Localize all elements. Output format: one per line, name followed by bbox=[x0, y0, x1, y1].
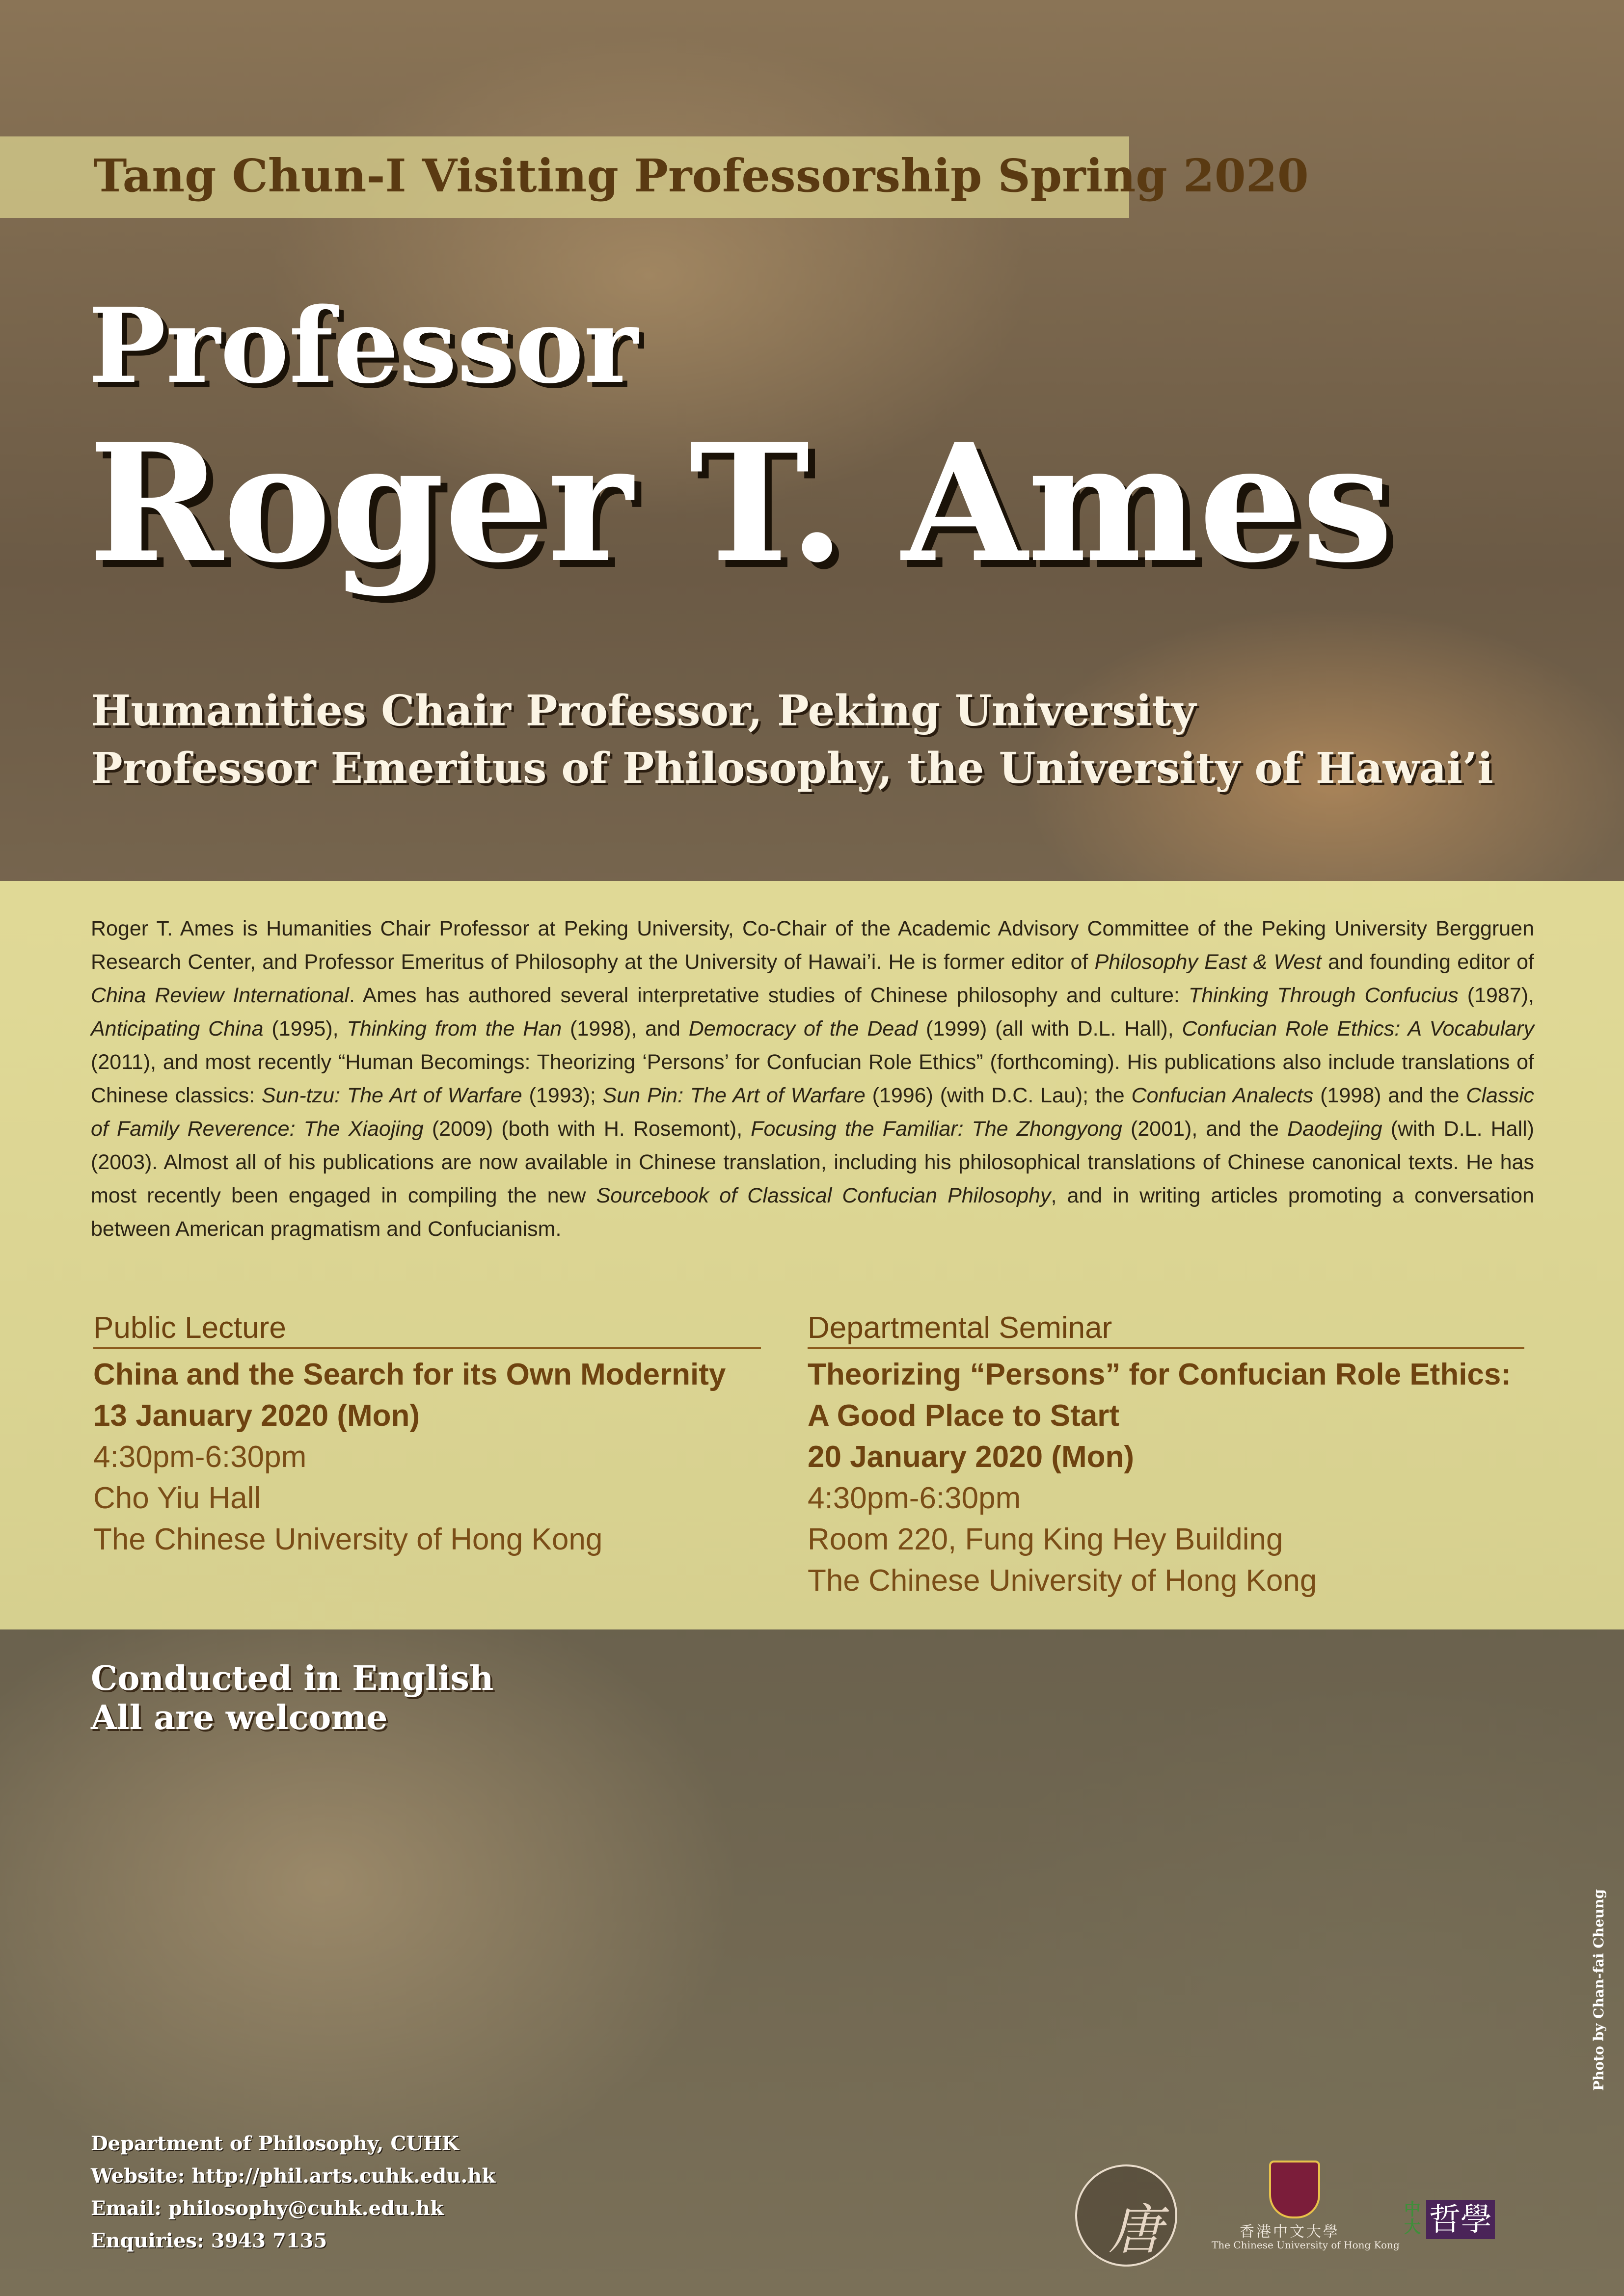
subtitle-hawaii: Professor Emeritus of Philosophy, the University of Hawai’i bbox=[91, 744, 1493, 793]
bio-text-segment: and founding editor of bbox=[1321, 950, 1534, 974]
bio-text-segment: (2001), and the bbox=[1122, 1117, 1288, 1141]
bio-text-segment: (2009) (both with H. Rosemont), bbox=[423, 1117, 751, 1141]
bio-text-segment: (1987), bbox=[1458, 984, 1535, 1007]
bio-title-italic: Daodejing bbox=[1287, 1117, 1382, 1141]
public-lecture-venue: Cho Yiu Hall bbox=[93, 1481, 261, 1515]
bio-title-italic: Confucian Analects bbox=[1131, 1084, 1314, 1107]
cuhk-crest-icon bbox=[1269, 2161, 1320, 2218]
bio-text-segment: , and in writing articles promoting a conversation between American pragmatism and Confucianism. bbox=[91, 1184, 1534, 1241]
bio-text-segment: (2011), and most recently “Human Becomings: Theorizing ‘Persons’ for Confucian Role Ethics” (forthcoming). His publications also include translations of Chinese classics: bbox=[91, 1050, 1534, 1107]
public-lecture-column bbox=[93, 1310, 761, 1560]
bio-title-italic: Sourcebook of Classical Confucian Philosophy bbox=[596, 1184, 1051, 1207]
bio-title-italic: Classic of Family Reverence: The Xiaojing bbox=[91, 1084, 1534, 1141]
photo-credit: Photo by Chan-fai Cheung bbox=[1591, 1889, 1607, 2091]
seal-calligraphy-icon: 唐 bbox=[1109, 2198, 1163, 2261]
bio-text-segment: (1998), and bbox=[562, 1017, 689, 1041]
seminar-venue: Room 220, Fung King Hey Building bbox=[808, 1522, 1283, 1556]
bio-text-segment: Roger T. Ames is Humanities Chair Professor at Peking University, Co-Chair of the Academic Advisory Committee of the Peking University Berggruen Research Center, and Professor Emeritus of Philosophy at the University of Hawai’i. He is former editor of bbox=[91, 917, 1534, 974]
cuhk-name-english: The Chinese University of Hong Kong bbox=[1212, 2239, 1400, 2251]
public-lecture-institution: The Chinese University of Hong Kong bbox=[93, 1522, 603, 1556]
seminar-date: 20 January 2020 (Mon) bbox=[808, 1440, 1135, 1474]
public-lecture-time: 4:30pm-6:30pm bbox=[93, 1440, 307, 1474]
seminar-title-line-1: Theorizing “Persons” for Confucian Role Ethics: bbox=[808, 1358, 1512, 1391]
series-title: Tang Chun-I Visiting Professorship Spring 2020 bbox=[93, 149, 1309, 202]
seminar-time: 4:30pm-6:30pm bbox=[808, 1481, 1021, 1515]
bio-title-italic: Focusing the Familiar: The Zhongyong bbox=[751, 1117, 1122, 1141]
professor-label: Professor bbox=[88, 285, 638, 406]
philosophy-logo-box: 哲學 bbox=[1426, 2200, 1495, 2239]
seminar-heading: Departmental Seminar bbox=[808, 1310, 1524, 1349]
department-name: Department of Philosophy, CUHK bbox=[91, 2132, 459, 2155]
enquiries-phone: Enquiries: 3943 7135 bbox=[91, 2229, 327, 2252]
seminar-title-line-2: A Good Place to Start bbox=[808, 1399, 1120, 1433]
bio-title-italic: China Review International bbox=[91, 984, 349, 1007]
bio-text-segment: (1999) (all with D.L. Hall), bbox=[918, 1017, 1182, 1041]
bio-title-italic: Thinking Through Confucius bbox=[1188, 984, 1459, 1007]
bio-title-italic: Confucian Role Ethics: A Vocabulary bbox=[1182, 1017, 1535, 1041]
bio-text-segment: (1996) (with D.C. Lau); the bbox=[865, 1084, 1132, 1107]
bio-title-italic: Philosophy East & West bbox=[1094, 950, 1322, 974]
public-lecture-date: 13 January 2020 (Mon) bbox=[93, 1399, 420, 1433]
website-link[interactable]: Website: http://phil.arts.cuhk.edu.hk bbox=[91, 2164, 496, 2188]
public-lecture-title: China and the Search for its Own Modernity bbox=[93, 1358, 726, 1391]
bio-title-italic: Anticipating China bbox=[91, 1017, 264, 1041]
email-link[interactable]: Email: philosophy@cuhk.edu.hk bbox=[91, 2197, 444, 2220]
biography-text bbox=[91, 912, 1534, 1246]
bio-text-segment: (with D.L. Hall) (2003). Almost all of his publications are now available in Chinese translation, including his philosophical translations of Chinese canonical texts. He has most recently been engaged in compiling the new bbox=[91, 1117, 1534, 1207]
bio-text-segment: (1993); bbox=[522, 1084, 603, 1107]
bio-title-italic: Thinking from the Han bbox=[347, 1017, 562, 1041]
bio-title-italic: Democracy of the Dead bbox=[688, 1017, 918, 1041]
bio-title-italic: Sun-tzu: The Art of Warfare bbox=[261, 1084, 522, 1107]
philosophy-logo-green-text: 中大 bbox=[1404, 2200, 1421, 2237]
bio-text-segment: (1998) and the bbox=[1313, 1084, 1466, 1107]
bio-text-segment: (1995), bbox=[263, 1017, 347, 1041]
subtitle-peking: Humanities Chair Professor, Peking University bbox=[91, 686, 1196, 736]
welcome-notice: All are welcome bbox=[91, 1698, 388, 1737]
seminar-institution: The Chinese University of Hong Kong bbox=[808, 1564, 1317, 1598]
public-lecture-heading: Public Lecture bbox=[93, 1310, 761, 1349]
cuhk-name-chinese: 香港中文大學 bbox=[1240, 2223, 1340, 2241]
language-notice: Conducted in English bbox=[91, 1659, 494, 1698]
bio-text-segment: . Ames has authored several interpretative studies of Chinese philosophy and culture: bbox=[349, 984, 1189, 1007]
professor-name: Roger T. Ames bbox=[88, 408, 1393, 598]
bio-title-italic: Sun Pin: The Art of Warfare bbox=[602, 1084, 866, 1107]
seminar-column bbox=[808, 1310, 1524, 1602]
